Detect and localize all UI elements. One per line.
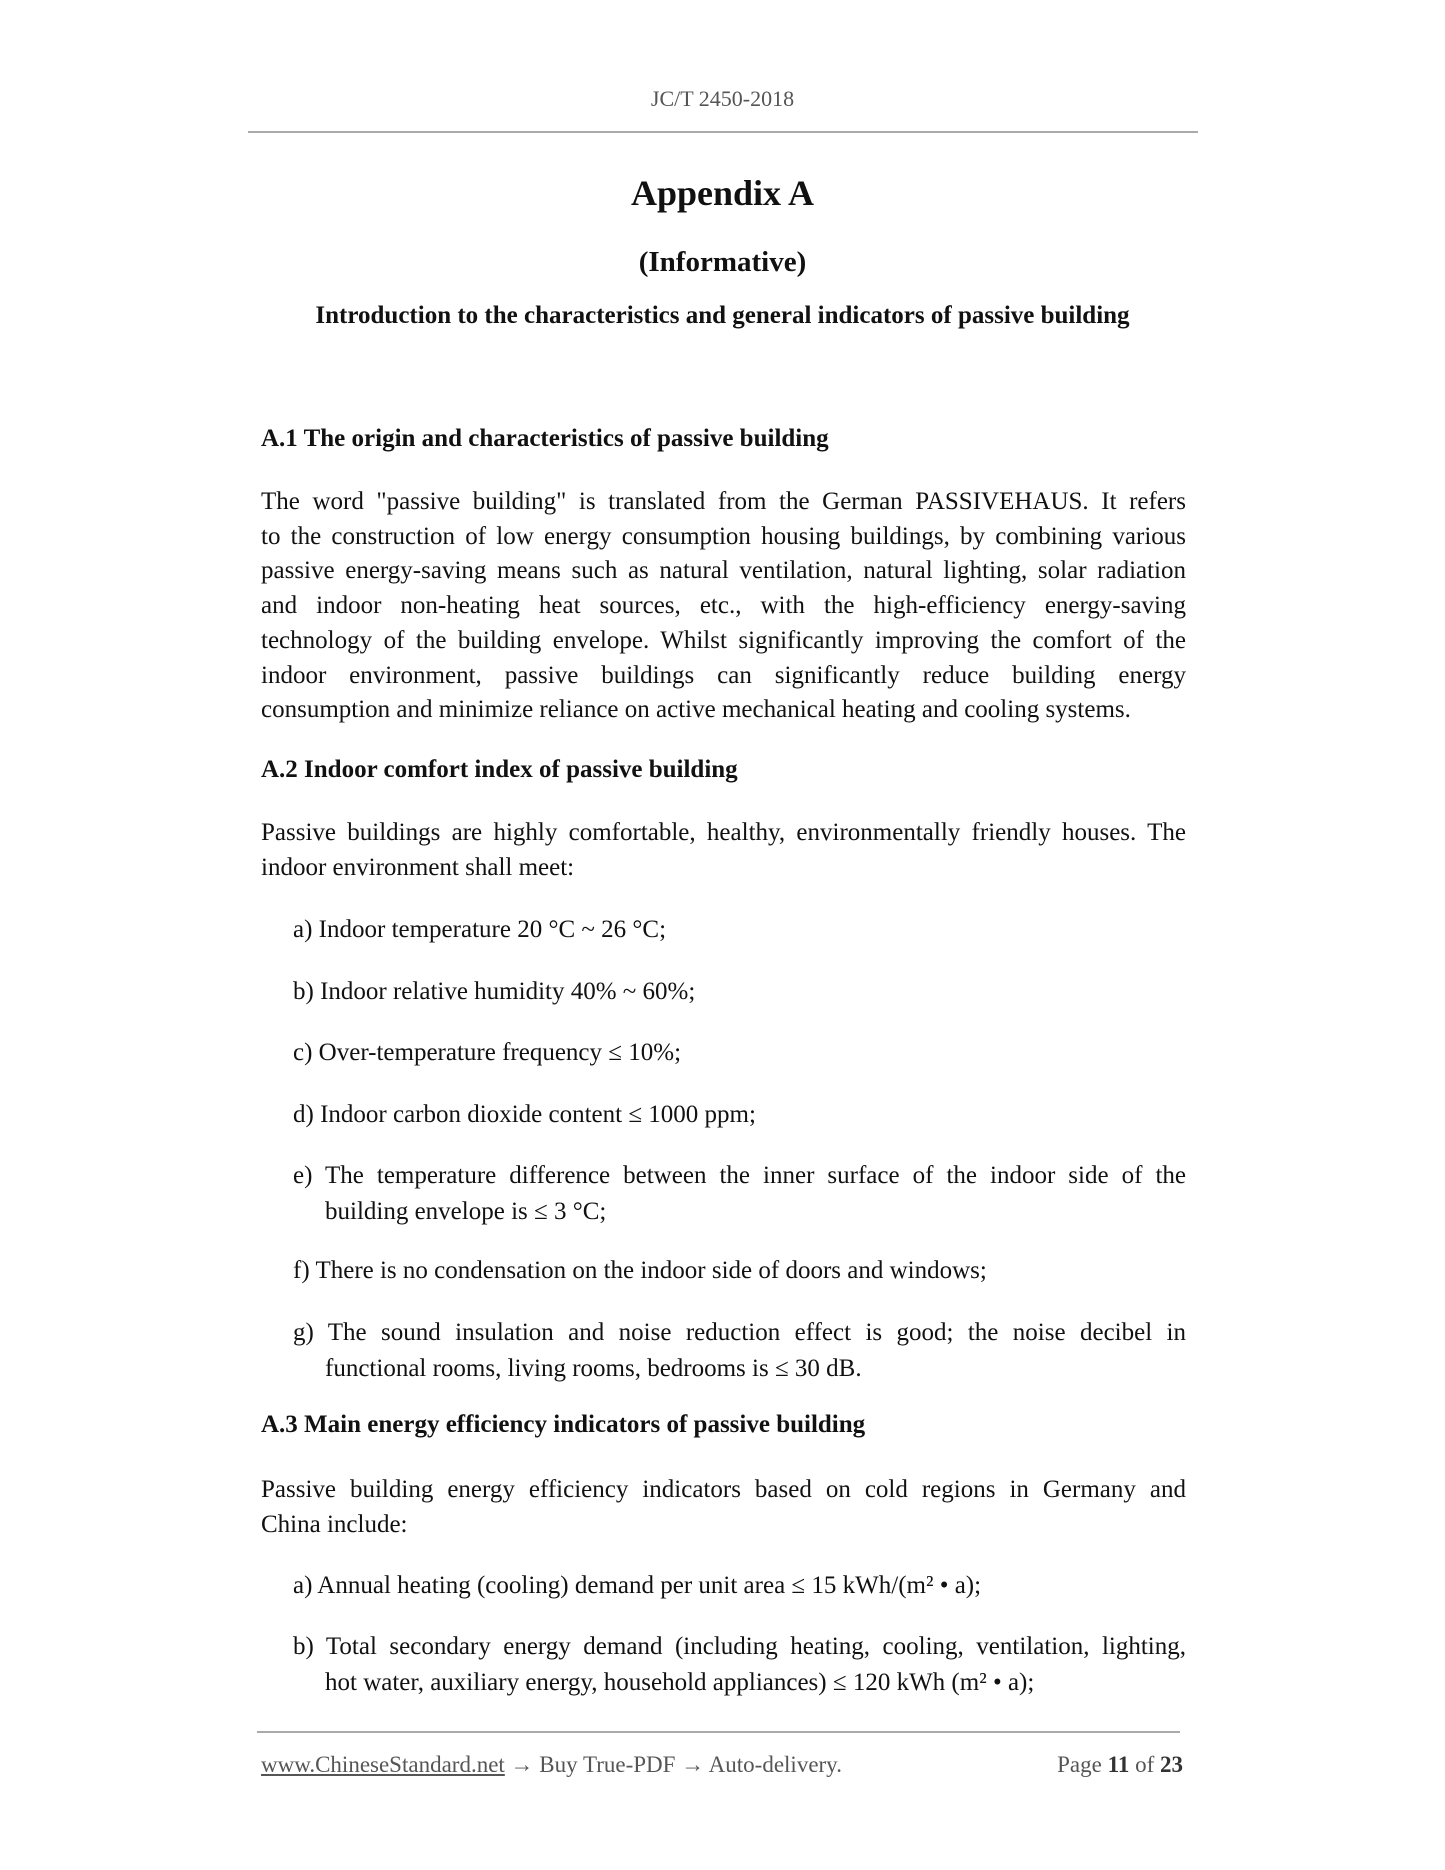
page-label: Page bbox=[1057, 1752, 1102, 1777]
section-paragraph bbox=[261, 816, 1186, 885]
page-current: 11 bbox=[1107, 1752, 1130, 1777]
section-paragraph bbox=[261, 485, 1186, 728]
list-item-line: functional rooms, living rooms, bedrooms is ≤ 30 dB. bbox=[325, 1354, 862, 1382]
paragraph-line: The word "passive building" is translated from the German PASSIVEHAUS. It refers bbox=[261, 488, 1186, 515]
list-item-line: f) There is no condensation on the indoor side of doors and windows; bbox=[293, 1257, 987, 1284]
list-item-line: a) Indoor temperature 20 °C ~ 26 °C; bbox=[293, 916, 667, 943]
paragraph-line: indoor environment shall meet: bbox=[261, 853, 575, 881]
section-heading: A.3 Main energy efficiency indicators of passive building bbox=[261, 1411, 866, 1438]
paragraph-line: technology of the building envelope. Whilst significantly improving the comfort of the bbox=[261, 626, 1186, 654]
list-item-line: hot water, auxiliary energy, household appliances) ≤ 120 kWh (m² • a); bbox=[325, 1668, 1035, 1696]
list-item bbox=[293, 1253, 1186, 1289]
appendix-type: (Informative) bbox=[638, 246, 807, 278]
footer-divider bbox=[257, 1731, 1180, 1733]
paragraph-line: Passive buildings are highly comfortable, healthy, environmentally friendly houses. The bbox=[261, 819, 1186, 846]
list-item-line: e) The temperature difference between the inner surface of the indoor side of the bbox=[293, 1162, 1186, 1189]
list-item bbox=[293, 1315, 1186, 1386]
section-heading: A.1 The origin and characteristics of passive building bbox=[261, 425, 829, 452]
website-link[interactable]: www.ChineseStandard.net bbox=[261, 1752, 505, 1777]
list-item-line: building envelope is ≤ 3 °C; bbox=[325, 1197, 607, 1225]
paragraph-line: consumption and minimize reliance on active mechanical heating and cooling systems. bbox=[261, 696, 1131, 724]
section-heading: A.2 Indoor comfort index of passive building bbox=[261, 756, 738, 783]
list-item bbox=[293, 1629, 1186, 1700]
list-item-line: b) Total secondary energy demand (including heating, cooling, ventilation, lighting, bbox=[293, 1633, 1186, 1660]
paragraph-line: China include: bbox=[261, 1510, 408, 1538]
paragraph-line: indoor environment, passive buildings can significantly reduce building energy bbox=[261, 661, 1186, 689]
paragraph-line: and indoor non-heating heat sources, etc., with the high-efficiency energy-saving bbox=[261, 592, 1186, 620]
list-item bbox=[293, 912, 1186, 948]
page-indicator bbox=[1057, 1752, 1183, 1778]
document-code-header: JC/T 2450-2018 bbox=[650, 86, 795, 111]
footer-delivery-text: → Auto-delivery. bbox=[681, 1752, 842, 1777]
list-item bbox=[293, 1035, 1186, 1071]
of-label: of bbox=[1135, 1752, 1155, 1777]
page-total: 23 bbox=[1160, 1752, 1183, 1777]
list-item-line: b) Indoor relative humidity 40% ~ 60%; bbox=[293, 978, 696, 1005]
list-item-line: c) Over-temperature frequency ≤ 10%; bbox=[293, 1039, 682, 1066]
list-item bbox=[293, 1568, 1186, 1604]
header-divider bbox=[248, 131, 1198, 133]
list-item-line: d) Indoor carbon dioxide content ≤ 1000 ppm; bbox=[293, 1101, 756, 1128]
list-item bbox=[293, 1158, 1186, 1229]
paragraph-line: to the construction of low energy consumption housing buildings, by combining various bbox=[261, 522, 1186, 550]
list-item bbox=[293, 974, 1186, 1010]
list-item-line: g) The sound insulation and noise reduction effect is good; the noise decibel in bbox=[293, 1319, 1186, 1346]
appendix-title: Appendix A bbox=[630, 173, 815, 213]
footer-buy-text: → Buy True-PDF bbox=[504, 1752, 682, 1777]
appendix-subtitle: Introduction to the characteristics and general indicators of passive building bbox=[315, 302, 1130, 329]
paragraph-line: Passive building energy efficiency indicators based on cold regions in Germany and bbox=[261, 1476, 1186, 1503]
list-item bbox=[293, 1097, 1186, 1133]
section-paragraph bbox=[261, 1473, 1186, 1542]
list-item-line: a) Annual heating (cooling) demand per unit area ≤ 15 kWh/(m² • a); bbox=[293, 1572, 982, 1599]
footer-promo bbox=[261, 1752, 842, 1778]
paragraph-line: passive energy-saving means such as natural ventilation, natural lighting, solar radiation bbox=[261, 557, 1186, 585]
